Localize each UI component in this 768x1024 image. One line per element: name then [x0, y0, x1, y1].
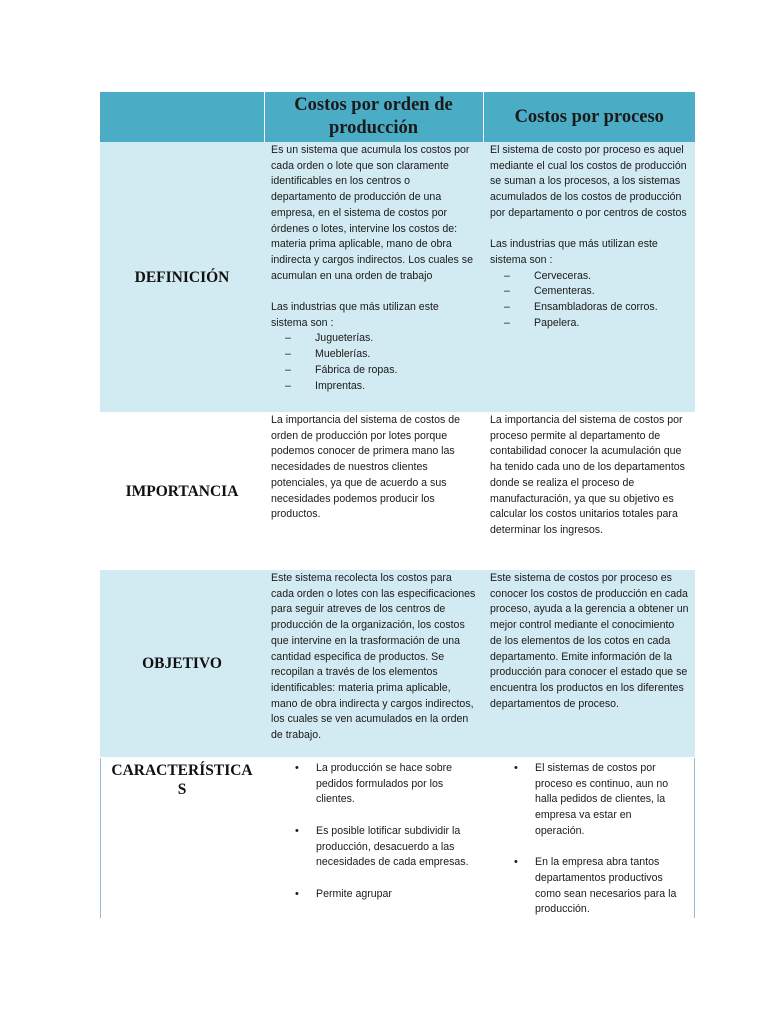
- definicion-orden-intro: Las industrias que más utilizan este sistema son :: [271, 301, 439, 329]
- list-item: – Fábrica de ropas.: [271, 363, 477, 379]
- definicion-proceso-list: [490, 269, 689, 332]
- row-objetivo: [100, 570, 695, 757]
- header-row: [100, 92, 695, 142]
- list-item: – Ensambladoras de corros.: [490, 300, 689, 316]
- row-definicion: [100, 142, 695, 412]
- list-item: – Imprentas.: [271, 379, 477, 395]
- header-proceso: Costos por proceso: [483, 92, 695, 142]
- definicion-proceso-cell: [483, 142, 695, 412]
- definicion-orden-cell: [264, 142, 483, 412]
- label-importancia: IMPORTANCIA: [100, 412, 264, 570]
- list-item: • Es posible lotificar subdividir la producción, desacuerdo a las necesidades de cada empresas.: [271, 824, 477, 871]
- label-caracteristicas: CARACTERÍSTICAS: [100, 757, 264, 934]
- label-definicion: DEFINICIÓN: [100, 142, 264, 412]
- definicion-orden-list: [271, 331, 477, 394]
- objetivo-proceso-text: Este sistema de costos por proceso es conocer los costos de producción en cada proceso, ayuda a la gerencia a obtener un mejor control mediante el conocimiento de los elementos de los cotos en cada departamento. Emite información de la producción para conocer el estado que se encuentra los productos en los diferentes departamentos de proceso.: [483, 570, 695, 757]
- comparison-table: [100, 92, 695, 934]
- row-caracteristicas: [100, 757, 695, 934]
- list-item: – Cementeras.: [490, 284, 689, 300]
- caracteristicas-proceso-list: [490, 761, 689, 918]
- list-item: – Mueblerías.: [271, 347, 477, 363]
- list-item: • En la empresa abra tantos departamentos productivos como sean necesarios para la producción.: [490, 855, 689, 918]
- header-empty-cell: [100, 92, 264, 142]
- caracteristicas-proceso-cell: [483, 757, 695, 934]
- caracteristicas-orden-cell: [264, 757, 483, 934]
- importancia-orden-text: La importancia del sistema de costos de orden de producción por lotes porque podemos conocer de primera mano las necesidades de nuestros clientes potenciales, ya que de acuerdo a sus necesidades podemos producir los productos.: [264, 412, 483, 570]
- label-objetivo: OBJETIVO: [100, 570, 264, 757]
- definicion-proceso-intro: Las industrias que más utilizan este sistema son :: [490, 238, 658, 266]
- importancia-proceso-text: La importancia del sistema de costos por proceso permite al departamento de contabilidad conocer la acumulación que ha tenido cada uno de los departamentos donde se realiza el proceso de manufacturación, ya que su objetivo es calcular los costos unitarios totales para determinar los ingresos.: [483, 412, 695, 570]
- table-right-border: [694, 758, 695, 918]
- caracteristicas-orden-list: [271, 761, 477, 902]
- table-left-border: [100, 758, 101, 918]
- list-item: • La producción se hace sobre pedidos formulados por los clientes.: [271, 761, 477, 808]
- row-importancia: [100, 412, 695, 570]
- list-item: • El sistemas de costos por proceso es continuo, aun no halla pedidos de clientes, la empresa va estar en operación.: [490, 761, 689, 840]
- list-item: – Papelera.: [490, 316, 689, 332]
- list-item: – Jugueterías.: [271, 331, 477, 347]
- objetivo-orden-text: Este sistema recolecta los costos para cada orden o lotes con las especificaciones para seguir atreves de los centros de producción de la organización, los costos que intervine en la trasformación de una cantidad especifica de productos. Se recopilan a través de los elementos identificables: materia prima aplicable, mano de obra indirecta y cargos indirectos, los cuales se ven acumulados en la orden de trabajo.: [264, 570, 483, 757]
- header-orden: Costos por orden de producción: [264, 92, 483, 142]
- definicion-orden-text: Es un sistema que acumula los costos por cada orden o lote que son claramente identificables en los centros o departamento de producción de una empresa, en el sistema de costos por órdenes o lotes, intervine los costos de: materia prima aplicable, mano de obra indirecta y cargos indirectos. Los cuales se acumulan en una orden de trabajo: [271, 144, 473, 282]
- list-item: – Cerveceras.: [490, 269, 689, 285]
- definicion-proceso-text: El sistema de costo por proceso es aquel mediante el cual los costos de producción se suman a los procesos, a los sistemas acumulados de los costos de producción por departamento o por centros de costos: [490, 144, 687, 219]
- list-item: • Permite agrupar: [271, 887, 477, 903]
